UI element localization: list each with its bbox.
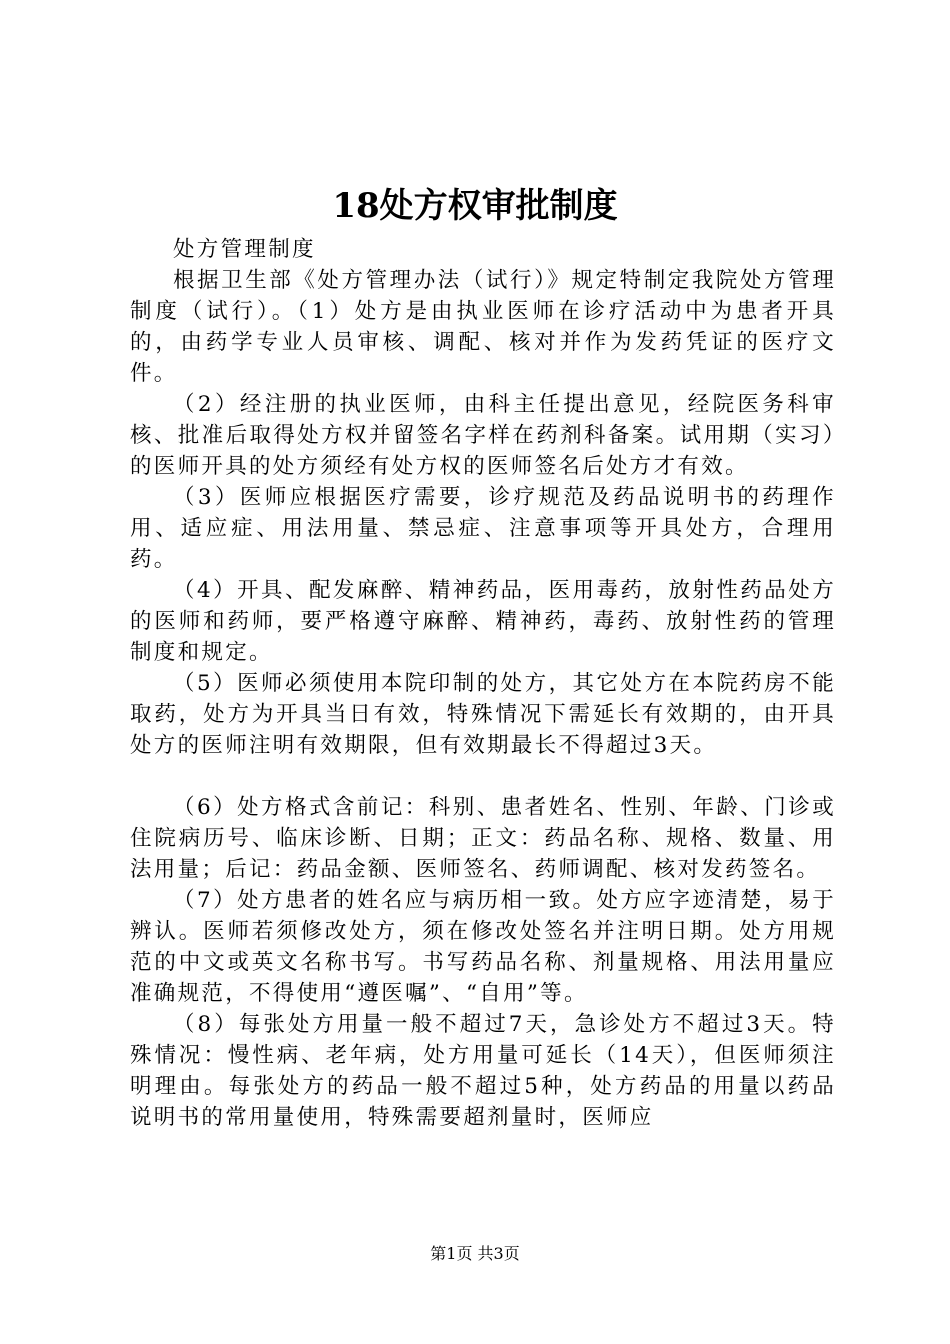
- page-title: 18处方权审批制度: [332, 186, 618, 226]
- paragraph-item-6: （6）处方格式含前记：科别、患者姓名、性别、年龄、门诊或住院病历号、临床诊断、日期；正文：药品名称、规格、数量、用法用量；后记：药品金额、医师签名、药师调配、核对发药签名。: [130, 795, 836, 882]
- paragraph-item-7: （7）处方患者的姓名应与病历相一致。处方应字迹清楚，易于辨认。医师若须修改处方，须在修改处签名并注明日期。处方用规范的中文或英文名称书写。书写药品名称、剂量规格、用法用量应准确规范，不得使用“遵医嘱”、“自用”等。: [130, 888, 836, 1006]
- section-heading: 处方管理制度: [173, 237, 316, 262]
- paragraph-item-3: （3）医师应根据医疗需要，诊疗规范及药品说明书的药理作用、适应症、用法用量、禁忌症、注意事项等开具处方，合理用药。: [130, 485, 836, 572]
- paragraph-intro: 根据卫生部《处方管理办法（试行）》规定特制定我院处方管理制度（试行）。（1）处方是由执业医师在诊疗活动中为患者开具的，由药学专业人员审核、调配、核对并作为发药凭证的医疗文件。: [130, 268, 836, 386]
- page-number-footer: 第1页 共3页: [430, 1244, 520, 1263]
- paragraph-item-8: （8）每张处方用量一般不超过7天，急诊处方不超过3天。特殊情况：慢性病、老年病，处方用量可延长（14天），但医师须注明理由。每张处方的药品一般不超过5种，处方药品的用量以药品说明书的常用量使用，特殊需要超剂量时，医师应: [130, 1012, 836, 1130]
- paragraph-item-5: （5）医师必须使用本院印制的处方，其它处方在本院药房不能取药，处方为开具当日有效，特殊情况下需延长有效期的，由开具处方的医师注明有效期限，但有效期最长不得超过3天。: [130, 671, 836, 758]
- paragraph-item-2: （2）经注册的执业医师，由科主任提出意见，经院医务科审核、批准后取得处方权并留签名字样在药剂科备案。试用期（实习）的医师开具的处方须经有处方权的医师签名后处方才有效。: [130, 392, 836, 479]
- document-body: [130, 234, 836, 1133]
- paragraph-item-4: （4）开具、配发麻醉、精神药品，医用毒药，放射性药品处方的医师和药师，要严格遵守麻醉、精神药，毒药、放射性药的管理制度和规定。: [130, 578, 836, 665]
